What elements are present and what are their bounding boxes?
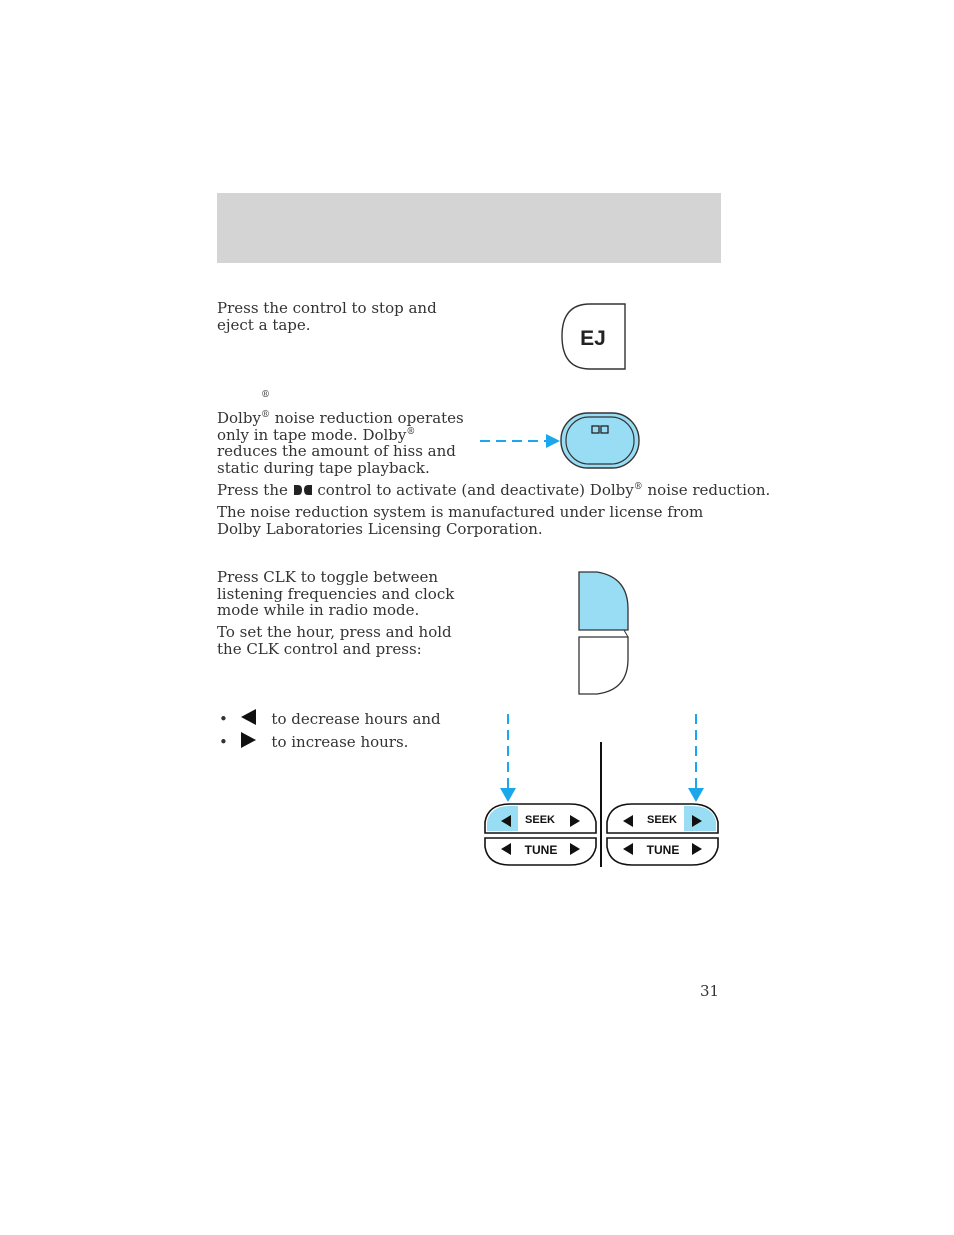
- left-seek-label: SEEK: [525, 814, 555, 826]
- dolby-button-illustration: [560, 412, 642, 470]
- left-seek-tune-unit: [485, 804, 596, 865]
- right-triangle-icon: [241, 732, 257, 748]
- dolby-press-text: Press the control to activate (and deactivate) Dolby® noise reduction.: [217, 481, 771, 499]
- dolby-paragraph: Dolby® noise reduction operates only in tape mode. Dolby® reduces the amount of hiss and static during tape playback.: [217, 409, 464, 477]
- eject-text: Press the control to stop and eject a tape.: [217, 299, 437, 334]
- bullet-decrease: • to decrease hours and: [219, 710, 441, 728]
- bullet-increase: • to increase hours.: [219, 733, 409, 751]
- right-seek-tune-unit: [607, 804, 718, 865]
- section-header-band: [217, 193, 721, 263]
- dolby-double-d-icon: [293, 484, 313, 496]
- right-tune-label: TUNE: [646, 843, 680, 857]
- eject-button-illustration: [560, 303, 630, 371]
- right-seek-label: SEEK: [647, 814, 677, 826]
- bullet-decrease-text: to decrease hours and: [271, 710, 441, 728]
- dolby-license-text: The noise reduction system is manufactured under license from Dolby Laboratories Licensing Corporation.: [217, 503, 704, 538]
- eject-button-label: EJ: [580, 327, 606, 350]
- dolby-pointer-arrow: [480, 432, 562, 450]
- registered-mark: ®: [261, 390, 270, 400]
- left-tune-label: TUNE: [524, 843, 558, 857]
- clock-paragraph-1: Press CLK to toggle between listening frequencies and clock mode while in radio mode.: [217, 568, 455, 619]
- left-triangle-icon: [241, 709, 257, 725]
- page-number: 31: [700, 982, 720, 1000]
- bullet-increase-text: to increase hours.: [271, 733, 409, 751]
- clk-button-illustration: [577, 571, 631, 697]
- seek-tune-illustration: [480, 712, 725, 872]
- clock-paragraph-2: To set the hour, press and hold the CLK control and press:: [217, 623, 452, 658]
